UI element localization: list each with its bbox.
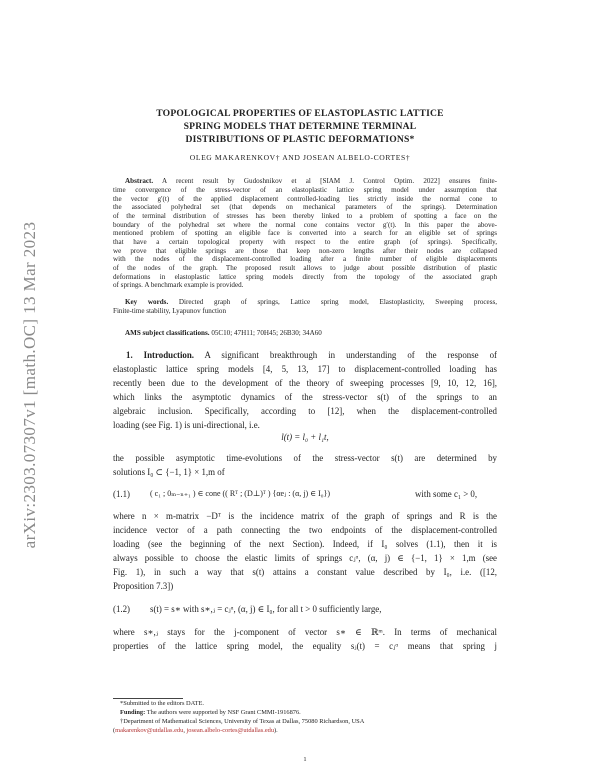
body-line: loading (see the beginning of the next Section). Indeed, if I₀ solves (1.1), then it is — [113, 539, 497, 549]
body-line: Fig. 1), in such a way that s(t) attains a constant value described by I₀, i.e. ([12, — [113, 567, 497, 577]
abstract-line: deformations in elastoplastic lattice spring models directly from the topology of the associated graph — [113, 273, 497, 281]
footnote-rule — [113, 698, 183, 699]
equation-l: l(t) = l₀ + l₁t, — [281, 432, 329, 442]
abstract-line: mentioned problem of spotting an eligible face is converted into a search for an eligible set of springs — [113, 229, 497, 237]
equation-1-2: s(t) = s∗ with s∗,ⱼ = cⱼᵅ, (α, j) ∈ I₀, for all t > 0 sufficiently large, — [150, 604, 382, 614]
abstract-line: the associated polyhedral set (that depends on mechanical parameters of the springs). Determination — [113, 203, 497, 211]
body-line: loading (see Fig. 1) is uni-directional, i.e. — [113, 420, 260, 430]
ams-classifications — [125, 329, 509, 337]
title-line: DISTRIBUTIONS OF PLASTIC DEFORMATIONS* — [185, 134, 415, 145]
footnote-affiliation: †Department of Mathematical Sciences, University of Texas at Dallas, 75080 Richardson, USA — [120, 718, 365, 725]
body-line: the possible asymptotic time-evolutions of the stress-vector s(t) are determined by — [113, 453, 497, 463]
equation-1-1-condition: with some c₁ > 0, — [415, 489, 478, 499]
body-line: Proposition 7.3]) — [113, 581, 174, 591]
body-line: where s∗,ⱼ stays for the j-component of vector s∗ ∈ ℝᵐ. In terms of mechanical — [113, 627, 497, 637]
abstract-line: of the nodes of the graph. The proposed result allows to judge about possible distribution of plastic — [113, 264, 497, 272]
equation-1-2-label: (1.2) — [113, 604, 131, 614]
funding-text: The authors were supported by NSF Grant CMMI-1916876. — [146, 709, 301, 716]
abstract-line: we prove that eligible springs are those that keep non-zero lengths after their nodes are collapsed — [113, 247, 497, 255]
section-heading: 1. Introduction. — [126, 350, 195, 360]
keywords — [125, 298, 497, 306]
ams-label: AMS subject classifications. — [125, 329, 210, 337]
footnote-emails — [113, 727, 497, 734]
paren: ( — [113, 727, 116, 734]
abstract-line: boundary of the polyhedral set where the normal cone contains vector g′(t). In this paper the above- — [113, 221, 497, 229]
body-line: incidence vector of a path connecting the two endpoints of the displacement-controlled — [113, 525, 497, 535]
body-line: solutions I₀ ⊂ {−1, 1} × 1,m of — [113, 467, 225, 477]
keywords-line: Directed graph of springs, Lattice spring model, Elastoplasticity, Sweeping process, — [178, 298, 497, 306]
ams-value: 05C10; 47H11; 70H45; 26B30; 34A60 — [211, 329, 322, 337]
separator: , — [183, 727, 187, 734]
paren: ). — [274, 727, 278, 734]
body-line: recently been due to the development of the theory of sweeping processes [9, 10, 12, 16], — [113, 378, 497, 388]
funding-label: Funding: — [120, 709, 146, 716]
equation-1-1-label: (1.1) — [113, 489, 131, 499]
keywords-line: Finite-time stability, Lyapunov function — [113, 307, 227, 315]
arxiv-stamp: arXiv:2303.07307v1 [math.OC] 13 Mar 2023 — [20, 221, 39, 549]
email-link[interactable]: josean.albelo-cortes@utdallas.edu — [186, 727, 275, 734]
body-line: elastoplastic lattice spring models [4, 5, 13, 17] to displacement-controlled loading has — [113, 364, 497, 374]
footnote-submitted: *Submitted to the editors DATE. — [120, 700, 204, 707]
email-link[interactable]: makarenkov@utdallas.edu — [115, 727, 184, 734]
abstract-line: with the nodes of the displacement-controlled loading after a finite number of eligible displacements — [113, 255, 497, 263]
abstract-line: A recent result by Gudoshnikov et al [SIAM J. Control Optim. 2022] ensures finite- — [162, 177, 497, 185]
page-number: 1 — [303, 756, 307, 763]
body-line: A significant breakthrough in understanding of the response of — [204, 350, 497, 360]
title-line: TOPOLOGICAL PROPERTIES OF ELASTOPLASTIC LATTICE — [156, 108, 444, 119]
abstract-line: time convergence of the stress-vector of an elastoplastic lattice spring model under assumption that — [113, 186, 497, 194]
abstract-label: Abstract. — [125, 177, 154, 185]
body-line: algebraic inclusion. Specifically, according to [12], when the displacement-controlled — [113, 406, 497, 416]
body-line: always possible to choose the elastic limits of springs cⱼᵅ, (α, j) ∈ {−1, 1} × 1,m (see — [113, 553, 497, 563]
body-line: which links the asymptotic dynamics of the stress-vector s(t) of the springs to an — [113, 392, 497, 402]
body-line: where n × m-matrix −Dᵀ is the incidence matrix of the graph of springs and R is the — [113, 511, 497, 521]
authors: OLEG MAKARENKOV† AND JOSEAN ALBELO-CORTES† — [189, 153, 411, 162]
keywords-label: Key words. — [125, 298, 169, 306]
abstract-line: of the terminal distribution of stresses has been thereby linked to a problem of spotting a face on the — [113, 212, 497, 220]
title-line: SPRING MODELS THAT DETERMINE TERMINAL — [183, 121, 417, 132]
abstract-line: that have a certain topological property with respect to the entire graph (of springs). Specifically, — [113, 238, 497, 246]
equation-1-1: ( c₁ ; 0ₘ₋ₙ₊₁ ) ∈ cone (( Rᵀ ; (D⊥)ᵀ ) {αeⱼ : (α, j) ∈ I₀}) — [150, 489, 331, 498]
body-line: properties of the lattice spring model, the equality sⱼ(t) = cⱼᵅ means that spring j — [113, 641, 497, 651]
abstract-line: of springs. A benchmark example is provided. — [113, 281, 244, 289]
footnote-funding — [120, 709, 504, 716]
abstract-line: the vector g′(t) of the applied displacement controlled-loading lies strictly inside the normal cone to — [113, 195, 497, 203]
